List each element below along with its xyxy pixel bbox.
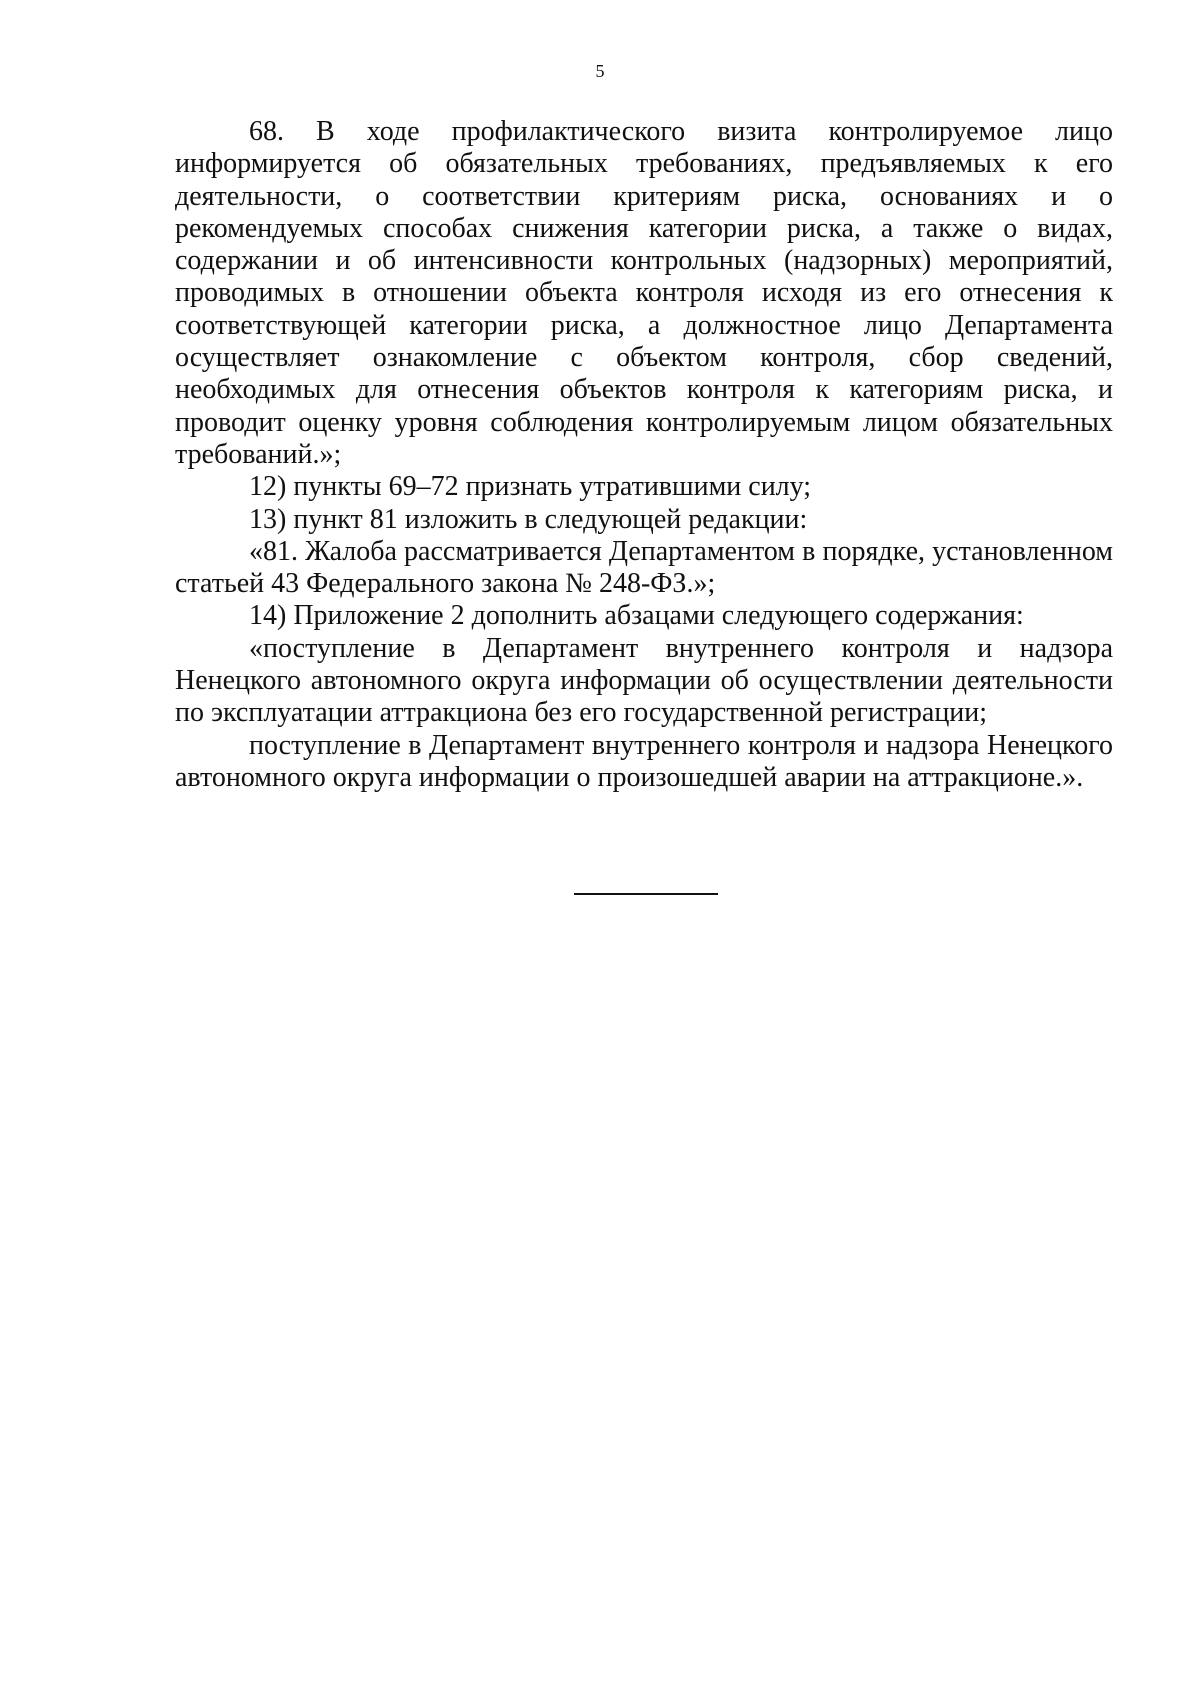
- paragraph-item-12: 12) пункты 69–72 признать утратившими силу;: [249, 471, 812, 503]
- paragraph-item-13: 13) пункт 81 изложить в следующей редакции:: [249, 503, 808, 535]
- paragraph-item-14: 14) Приложение 2 дополнить абзацами следующего содержания:: [249, 600, 1024, 632]
- paragraph-appendix-registration: «поступление в Департамент внутреннего контроля и надзора Ненецкого автономного округа информации об осуществлении деятельности по эксплуатации аттракциона без его государственной регистрации;: [175, 632, 1113, 729]
- page-number: 5: [595, 61, 605, 81]
- paragraph-appendix-accident: поступление в Департамент внутреннего контроля и надзора Ненецкого автономного округа информации о произошедшей аварии на аттракционе.».: [175, 729, 1113, 793]
- end-of-document-rule: [574, 893, 718, 895]
- paragraph-81-complaint: «81. Жалоба рассматривается Департаментом в порядке, установленном статьей 43 Федерального закона № 248-ФЗ.»;: [175, 535, 1113, 600]
- paragraph-68: 68. В ходе профилактического визита контролируемое лицо информируется об обязательных требованиях, предъявляемых к его деятельности, о соответствии критериям риска, основаниях и о рекомендуемых способах снижения категории риска, а также о видах, содержании и об интенсивности контрольных (надзорных) мероприятий, проводимых в отношении объекта контроля исходя из его отнесения к соответствующей категории риска, а должностное лицо Департамента осуществляет ознакомление с объектом контроля, сбор сведений, необходимых для отнесения объектов контроля к категориям риска, и проводит оценку уровня соблюдения контролируемым лицом обязательных требований.»;: [175, 116, 1113, 470]
- document-body: [175, 116, 1113, 794]
